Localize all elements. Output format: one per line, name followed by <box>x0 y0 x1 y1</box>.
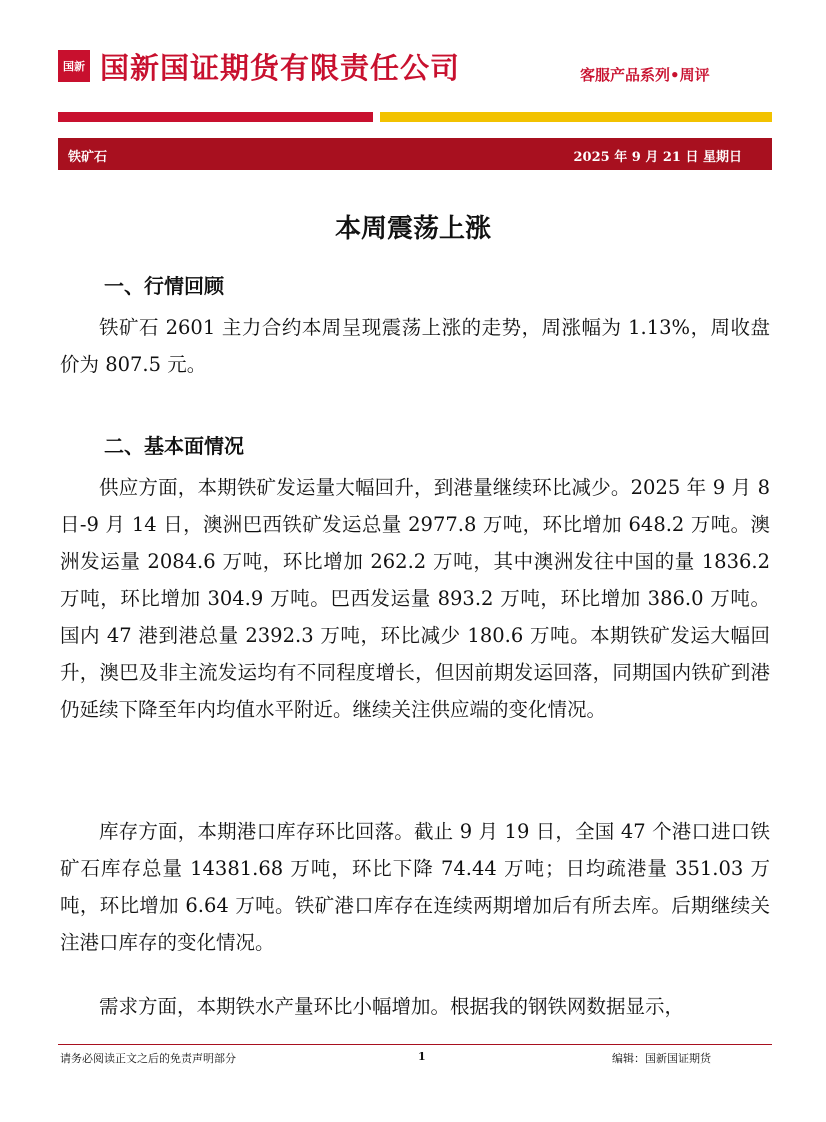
company-logo-icon: 国新 <box>58 50 90 82</box>
category-band <box>58 138 772 170</box>
section-heading-fundamentals: 二、基本面情况 <box>104 434 244 458</box>
paragraph-supply: 供应方面，本期铁矿发运量大幅回升，到港量继续环比减少。2025 年 9 月 8 日-9 月 14 日，澳洲巴西铁矿发运总量 2977.8 万吨，环比增加 648.2 万吨。澳洲发运量 2084.6 万吨，环比增加 262.2 万吨，其中澳洲发往中国的量 1836.2 万吨，环比增加 304.9 万吨。巴西发运量 893.2 万吨，环比增加 386.0 万吨。国内 47 港到港总量 2392.3 万吨，环比减少 180.6 万吨。本期铁矿发运大幅回升，澳巴及非主流发运均有不同程度增长，但因前期发运回落，同期国内铁矿到港仍延续下降至年内均值水平附近。继续关注供应端的变化情况。 <box>60 476 770 721</box>
footer-editor: 编辑：国新国证期货 <box>612 1052 711 1065</box>
report-date: 2025 年 9 月 21 日 星期日 <box>573 150 742 165</box>
footer-divider <box>58 1044 772 1045</box>
page-header <box>0 0 826 180</box>
series-label: 客服产品系列•周评 <box>580 66 710 84</box>
header-bar-yellow <box>380 112 772 122</box>
category-label: 铁矿石 <box>68 150 108 165</box>
report-title: 本周震荡上涨 <box>334 214 491 244</box>
page-number: 1 <box>418 1050 426 1063</box>
paragraph-inventory: 库存方面，本期港口库存环比回落。截止 9 月 19 日，全国 47 个港口进口铁矿石库存总量 14381.68 万吨，环比下降 74.44 万吨；日均疏港量 351.03 万吨，环比增加 6.64 万吨。铁矿港口库存在连续两期增加后有所去库。后期继续关注港口库存的变化情况。 <box>60 820 770 954</box>
footer-disclaimer: 请务必阅读正文之后的免责声明部分 <box>60 1052 236 1065</box>
section-heading-review: 一、行情回顾 <box>104 274 224 298</box>
header-bar-red <box>58 112 373 122</box>
paragraph-demand: 需求方面，本期铁水产量环比小幅增加。根据我的钢铁网数据显示， <box>99 995 685 1018</box>
paragraph-review: 铁矿石 2601 主力合约本周呈现震荡上涨的走势，周涨幅为 1.13%，周收盘价为 807.5 元。 <box>60 316 770 376</box>
company-name: 国新国证期货有限责任公司 <box>100 51 461 85</box>
